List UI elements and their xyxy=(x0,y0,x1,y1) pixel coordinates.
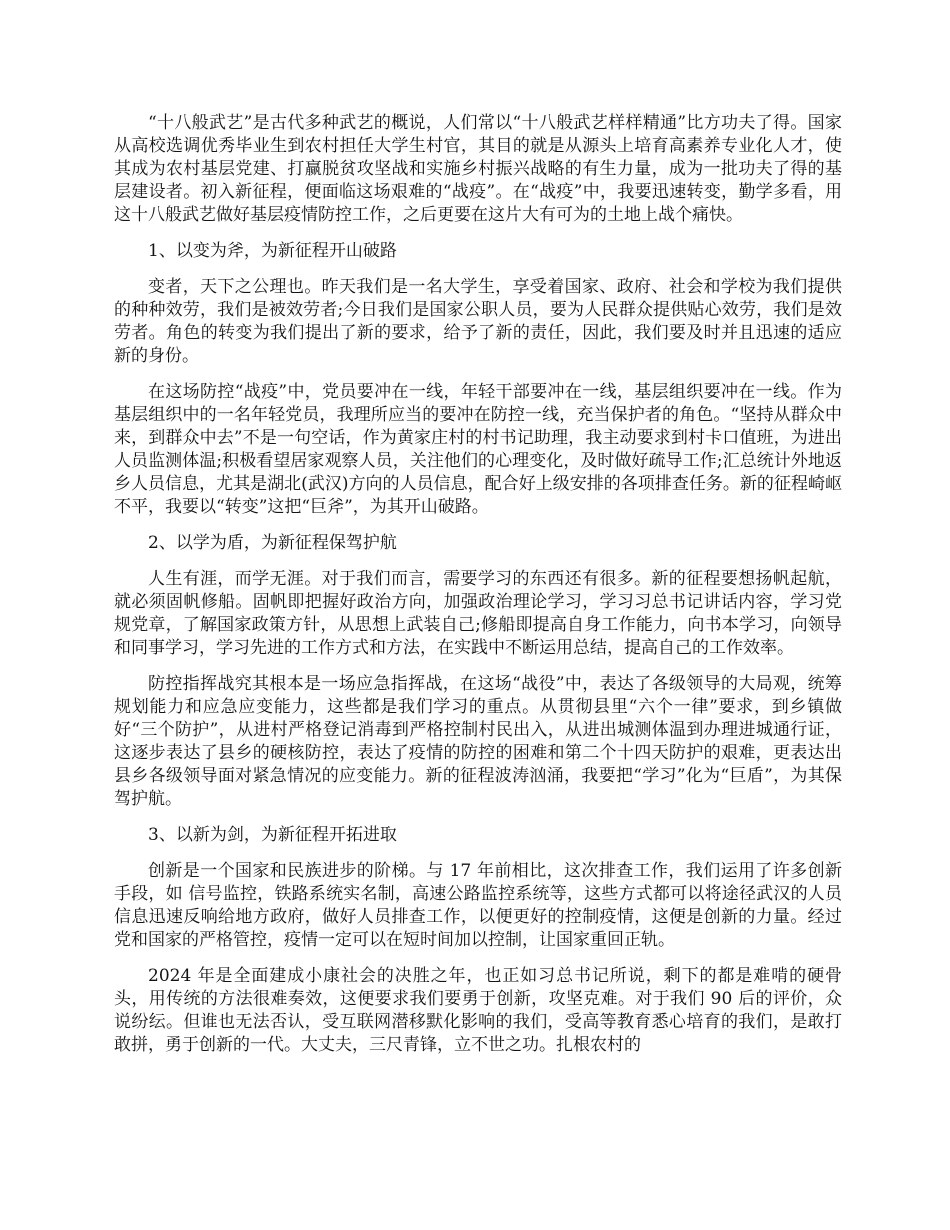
paragraph: 创新是一个国家和民族进步的阶梯。与 17 年前相比，这次排查工作，我们运用了许多创新手段，如 信号监控，铁路系统实名制，高速公路监控系统等，这些方式都可以将途径武汉的人员信息迅速反响给地方政府，做好人员排查工作，以便更好的控制疫情，这便是创新的力量。经过党和国家的严格管控，疫情一定可以在短时间加以控制，让国家重回正轨。 xyxy=(114,861,842,950)
paragraph: 人生有涯，而学无涯。对于我们而言，需要学习的东西还有很多。新的征程要想扬帆起航，就必须固帆修船。固帆即把握好政治方向，加强政治理论学习，学习习总书记讲话内容，学习党规党章，了解国家政策方针，从思想上武装自己;修船即提高自身工作能力，向书本学习，向领导和同事学习，学习先进的工作方式和方法，在实践中不断运用总结，提高自己的工作效率。 xyxy=(114,569,842,658)
paragraph: 2024 年是全面建成小康社会的决胜之年，也正如习总书记所说，剩下的都是难啃的硬骨头，用传统的方法很难奏效，这便要求我们要勇于创新，攻坚克难。对于我们 90 后的评价，众说纷纭。但谁也无法否认，受互联网潜移默化影响的我们，受高等教育悉心培育的我们，是敢打敢拼，勇于创新的一代。大丈夫，三尺青锋，立不世之功。扎根农村的 xyxy=(114,966,842,1055)
section-heading-3: 3、以新为剑，为新征程开拓进取 xyxy=(148,825,397,845)
document-page xyxy=(114,112,842,1070)
paragraph: 变者，天下之公理也。昨天我们是一名大学生，享受着国家、政府、社会和学校为我们提供的种种效劳，我们是被效劳者;今日我们是国家公职人员，要为人民群众提供贴心效劳，我们是效劳者。角色的转变为我们提出了新的要求，给予了新的责任，因此，我们要及时并且迅速的适应新的身份。 xyxy=(114,277,842,366)
section-heading-2: 2、以学为盾，为新征程保驾护航 xyxy=(148,533,397,553)
section-heading-1: 1、以变为斧，为新征程开山破路 xyxy=(148,241,397,261)
paragraph: 在这场防控“战疫”中，党员要冲在一线，年轻干部要冲在一线，基层组织要冲在一线。作为基层组织中的一名年轻党员，我理所应当的要冲在防控一线，充当保护者的角色。“坚持从群众中来，到群众中去”不是一句空话，作为黄家庄村的村书记助理，我主动要求到村卡口值班，为进出人员监测体温;积极看望居家观察人员，关注他们的心理变化，及时做好疏导工作;汇总统计外地返乡人员信息，尤其是湖北(武汉)方向的人员信息，配合好上级安排的各项排查任务。新的征程崎岖不平，我要以“转变”这把“巨斧”，为其开山破路。 xyxy=(114,382,842,517)
paragraph: 防控指挥战究其根本是一场应急指挥战，在这场“战役”中，表达了各级领导的大局观，统筹规划能力和应急应变能力，这些都是我们学习的重点。从贯彻县里“六个一律”要求，到乡镇做好“三个防护”，从进村严格登记消毒到严格控制村民出入，从进出城测体温到办理进城通行证，这逐步表达了县乡的硬核防控，表达了疫情的防控的困难和第二个十四天防护的艰难，更表达出县乡各级领导面对紧急情况的应变能力。新的征程波涛汹涌，我要把“学习”化为“巨盾”，为其保驾护航。 xyxy=(114,674,842,809)
paragraph-intro: “十八般武艺”是古代多种武艺的概说，人们常以“十八般武艺样样精通”比方功夫了得。国家从高校选调优秀毕业生到农村担任大学生村官，其目的就是从源头上培育高素养专业化人才，使其成为农村基层党建、打赢脱贫攻坚战和实施乡村振兴战略的有生力量，成为一批功夫了得的基层建设者。初入新征程，便面临这场艰难的“战疫”。在“战疫”中，我要迅速转变，勤学多看，用这十八般武艺做好基层疫情防控工作，之后更要在这片大有可为的土地上战个痛快。 xyxy=(114,113,842,225)
